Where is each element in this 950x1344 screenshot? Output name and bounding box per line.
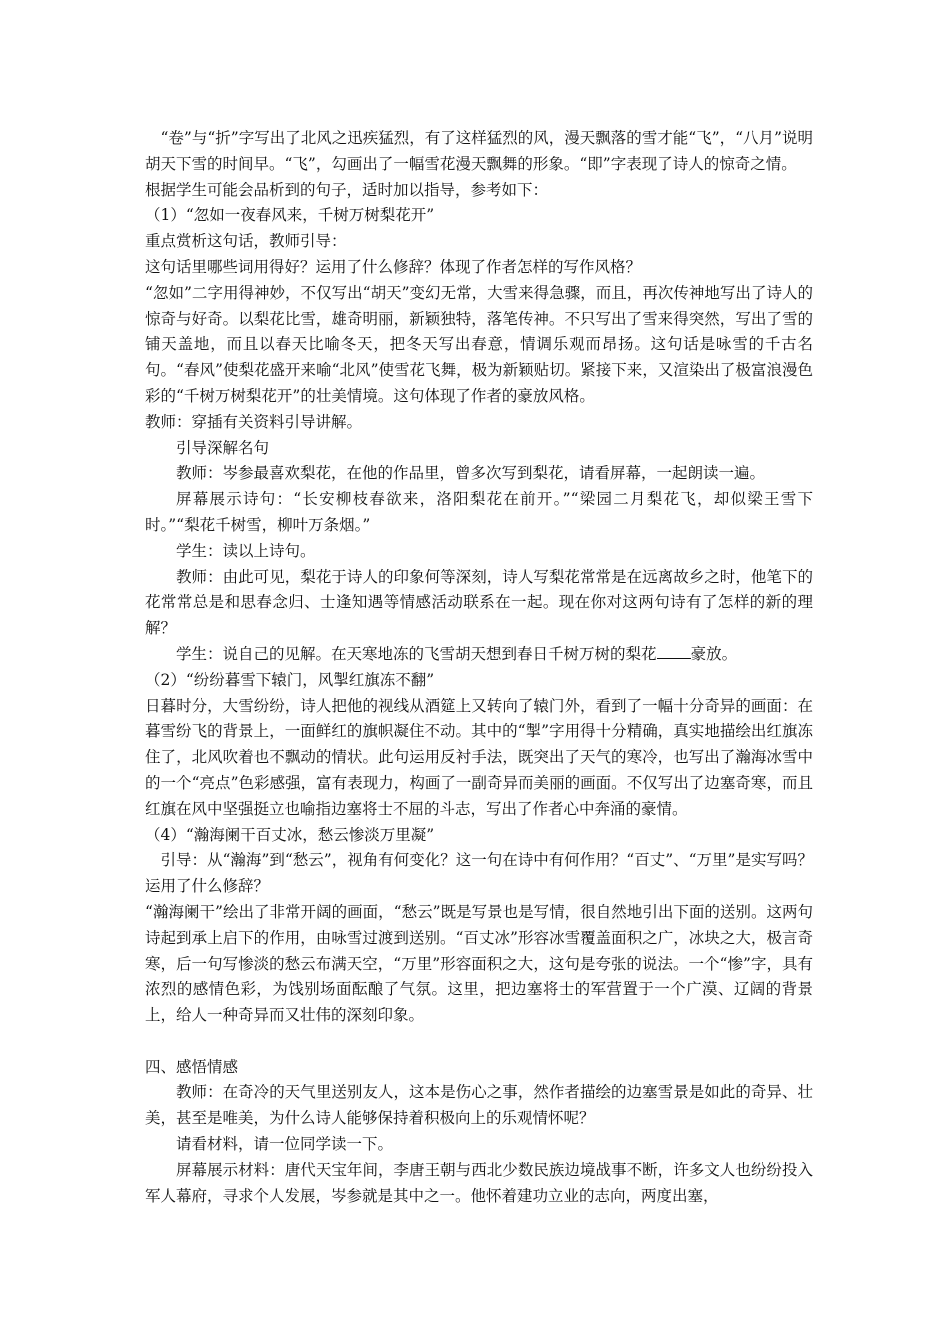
section-heading: （4）“瀚海阑干百丈冰，愁云惨淡万里凝”: [145, 825, 435, 844]
paragraph: “瀚海阑干”绘出了非常开阔的画面，“愁云”既是写景也是写情，很自然地引出下面的送别。这两句诗起到承上启下的作用，由咏雪过渡到送别。“百丈冰”形容冰雪覆盖面积之广，冰块之大，极言奇寒，后一句写惨淡的愁云布满天空，“万里”形容面积之大，这句是夸张的说法。一个“惨”字，具有浓烈的感情色彩，为饯别场面酝酿了气氛。这里，把边塞将士的军营置于一个广漠、辽阔的背景上，给人一种奇异而又壮伟的深刻印象。: [145, 902, 813, 1025]
fill-in-blank: [657, 642, 691, 659]
paragraph: 引导深解名句: [176, 438, 270, 457]
paragraph-gap: [145, 1029, 813, 1055]
paragraph: “忽如”二字用得神妙，不仅写出“胡天”变幻无常，大雪来得急骤，而且，再次传神地写出了诗人的惊奇与好奇。以梨花比雪，雄奇明丽，新颖独特，落笔传神。不只写出了雪来得突然，写出了雪的铺天盖地，而且以春天比喻冬天，把冬天写出春意，情调乐观而昂扬。这句话是咏雪的千古名句。“春风”使梨花盛开来喻“北风”使雪花飞舞，极为新颖贴切。紧接下来，又渲染出了极富浪漫色彩的“千树万树梨花开”的壮美情境。这句体现了作者的豪放风格。: [145, 283, 813, 405]
paragraph: “卷”与“折”字写出了北风之迅疾猛烈，有了这样猛烈的风，漫天飘落的雪才能“飞”，“八月”说明胡天下雪的时间早。“飞”，勾画出了一幅雪花漫天飘舞的形象。“即”字表现了诗人的惊奇之情。: [145, 129, 813, 173]
paragraph: 屏幕展示材料：唐代天宝年间，李唐王朝与西北少数民族边境战事不断，许多文人也纷纷投入军人幕府，寻求个人发展，岑参就是其中之一。他怀着建功立业的志向，两度出塞，: [145, 1160, 813, 1205]
paragraph-text: 学生：说自己的见解。在天寒地冻的飞雪胡天想到春日千树万树的梨花: [176, 644, 657, 663]
paragraph: 学生：读以上诗句。: [176, 541, 316, 560]
section-heading: （2）“纷纷暮雪下辕门，风掣红旗冻不翻”: [145, 670, 435, 689]
paragraph: 根据学生可能会品析到的句子，适时加以指导，参考如下：: [145, 180, 549, 199]
paragraph: 这句话里哪些词用得好？运用了什么修辞？体现了作者怎样的写作风格？: [145, 257, 642, 276]
section-heading: 四、感悟情感: [145, 1057, 239, 1076]
section-heading: （1）“忽如一夜春风来，千树万树梨花开”: [145, 206, 435, 225]
paragraph-text: 豪放。: [690, 644, 738, 663]
paragraph: 教师：由此可见，梨花于诗人的印象何等深刻，诗人写梨花常常是在远离故乡之时，他笔下的花常常总是和思春念归、士逢知遇等情感活动联系在一起。现在你对这两句诗有了怎样的新的理解？: [145, 567, 813, 638]
paragraph: 教师：岑参最喜欢梨花，在他的作品里，曾多次写到梨花，请看屏幕，一起朗读一遍。: [176, 464, 766, 483]
document-body: [145, 126, 813, 1209]
paragraph: 教师：穿插有关资料引导讲解。: [145, 412, 363, 431]
paragraph: 引导：从“瀚海”到“愁云”，视角有何变化？这一句在诗中有何作用？“百丈”、“万里”是实写吗？运用了什么修辞？: [145, 851, 813, 896]
paragraph: 教师：在奇冷的天气里送别友人，这本是伤心之事，然作者描绘的边塞雪景是如此的奇异、壮美，甚至是唯美，为什么诗人能够保持着积极向上的乐观情怀呢？: [145, 1083, 813, 1128]
paragraph: 屏幕展示诗句：“长安柳枝春欲来，洛阳梨花在前开。”“梁园二月梨花飞，却似梁王雪下时。”“梨花千树雪，柳叶万条烟。”: [145, 490, 813, 534]
paragraph: 重点赏析这句话，教师引导：: [145, 232, 347, 251]
paragraph: 日暮时分，大雪纷纷，诗人把他的视线从酒筵上又转向了辕门外，看到了一幅十分奇异的画面：在暮雪纷飞的背景上，一面鲜红的旗帜凝住不动。其中的“掣”字用得十分精确，真实地描绘出红旗冻住了，北风吹着也不飘动的情状。此句运用反衬手法，既突出了天气的寒冷，也写出了瀚海冰雪中的一个“亮点”色彩感强，富有表现力，构画了一副奇异而美丽的画面。不仅写出了边塞奇寒，而且红旗在风中坚强挺立也喻指边塞将士不屈的斗志，写出了作者心中奔涌的豪情。: [145, 696, 813, 818]
paragraph: [145, 642, 813, 668]
paragraph: 请看材料，请一位同学读一下。: [176, 1135, 394, 1154]
